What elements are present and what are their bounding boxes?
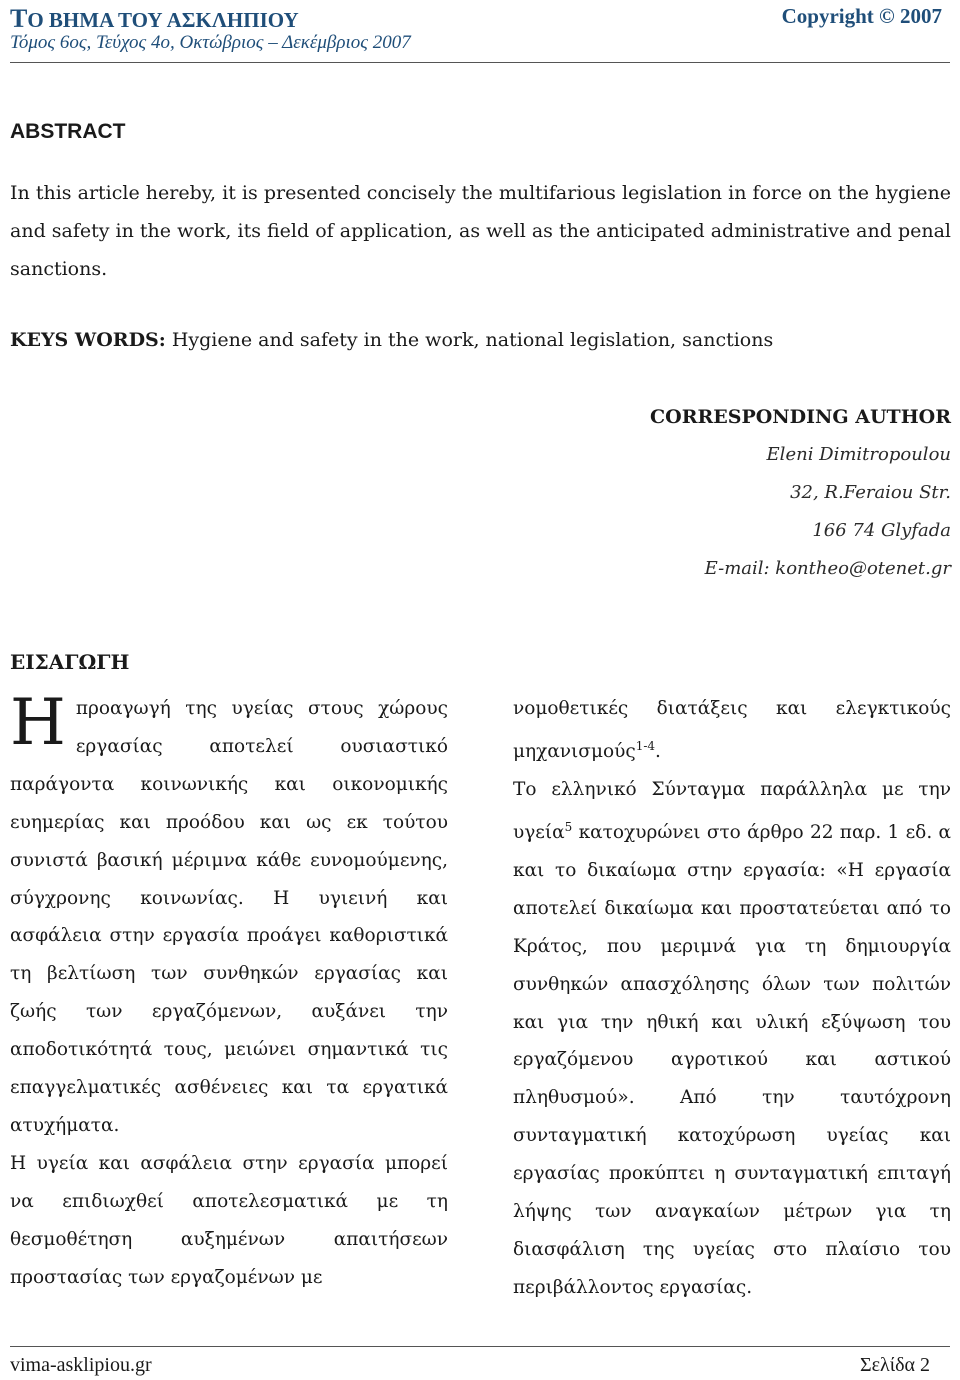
intro-paragraph-4-rest: κατοχυρώνει στο άρθρο 22 παρ. 1 εδ. α και το δικαίωμα στην εργασία: «Η εργασία αποτελεί δικαίωμα και προστατεύεται από το Κράτος, που μεριμνά για τη δημιουργία συνθηκών απασχόλησης όλων των πολιτών και για την ηθική και υλική εξύψωση του εργαζόμενου αγροτικού και αστικού πληθυσμού». Από την ταυτόχρονη συνταγματική κατοχύρωση υγείας και εργασίας προκύπτει η συνταγματική επιταγή λήψης των αναγκαίων μέτρων για τη διασφάλιση της υγείας στο πλαίσιο του περιβάλλοντος εργασίας. [513,822,951,1298]
author-email[interactable]: E-mail: kontheo@otenet.gr [704,558,951,579]
corresponding-author [650,398,951,588]
citation-5: 5 [564,819,573,834]
intro-paragraph-3-end: . [655,741,661,763]
intro-paragraph-4 [513,771,951,1307]
keywords-label: KEYS WORDS: [10,329,166,351]
drop-cap: Η [10,686,66,760]
author-heading: CORRESPONDING AUTHOR [650,406,951,428]
right-column [513,690,951,1307]
footer-page-number: Σελίδα 2 [859,1354,930,1376]
intro-paragraph-3-text: νομοθετικές διατάξεις και ελεγκτικούς μηχανισμούς [513,698,951,763]
abstract-text: In this article hereby, it is presented concisely the multifarious legislation in force on the hygiene and safety in the work, its field of application, as well as the anticipated administrative and penal sanctions. [10,182,951,280]
intro-paragraph-2: Η υγεία και ασφάλεια στην εργασία μπορεί να επιδιωχθεί αποτελεσματικά με τη θεσμοθέτηση αυξημένων απαιτήσεων προστασίας των εργαζομένων με [10,1152,448,1288]
author-city: 166 74 Glyfada [812,520,951,541]
intro-paragraph-1 [10,686,448,1145]
journal-title-rest: Ο ΒΗΜΑ ΤΟΥ ΑΣΚΛΗΠΙΟΥ [27,8,299,32]
intro-paragraph-3 [513,690,951,771]
citation-1-4: 1-4 [635,738,656,753]
journal-title-initial: Τ [10,4,28,33]
journal-title [10,4,299,34]
author-name: Eleni Dimitropoulou [766,444,951,465]
intro-paragraph-4-start: Το ελληνικό Σύνταγμα παράλληλα με την υγεία [513,778,951,844]
footer-site[interactable]: vima-asklipiou.gr [10,1354,152,1376]
abstract-heading: ABSTRACT [10,120,126,143]
header-divider [10,62,950,63]
author-street: 32, R.Feraiou Str. [790,482,951,503]
footer-divider [10,1346,950,1347]
keywords-list: Hygiene and safety in the work, national legislation, sanctions [165,329,774,351]
intro-paragraph-1-text: προαγωγή της υγείας στους χώρους εργασίας αποτελεί ουσιαστικό παράγοντα κοινωνικής και οικονομικής ευημερίας και προόδου και ως εκ τούτου συνιστά βασική μέριμνα κάθε ευνομούμενης, σύγχρονης κοινωνίας. Η υγιεινή και ασφάλεια στην εργασία προάγει καθοριστικά τη βελτίωση των συνθηκών εργασίας και ζωής των εργαζόμενων, αυξάνει την αποδοτικότητά τους, μειώνει σημαντικά τις επαγγελματικές ασθένειες και τα εργατικά ατυχήματα. [10,698,448,1136]
issue-info: Τόμος 6ος, Τεύχος 4ο, Οκτώβριος – Δεκέμβριος 2007 [10,32,411,53]
keywords [10,321,773,359]
copyright-notice: Copyright © 2007 [781,4,942,28]
left-column [10,686,448,1297]
intro-heading: ΕΙΣΑΓΩΓΗ [10,650,130,674]
